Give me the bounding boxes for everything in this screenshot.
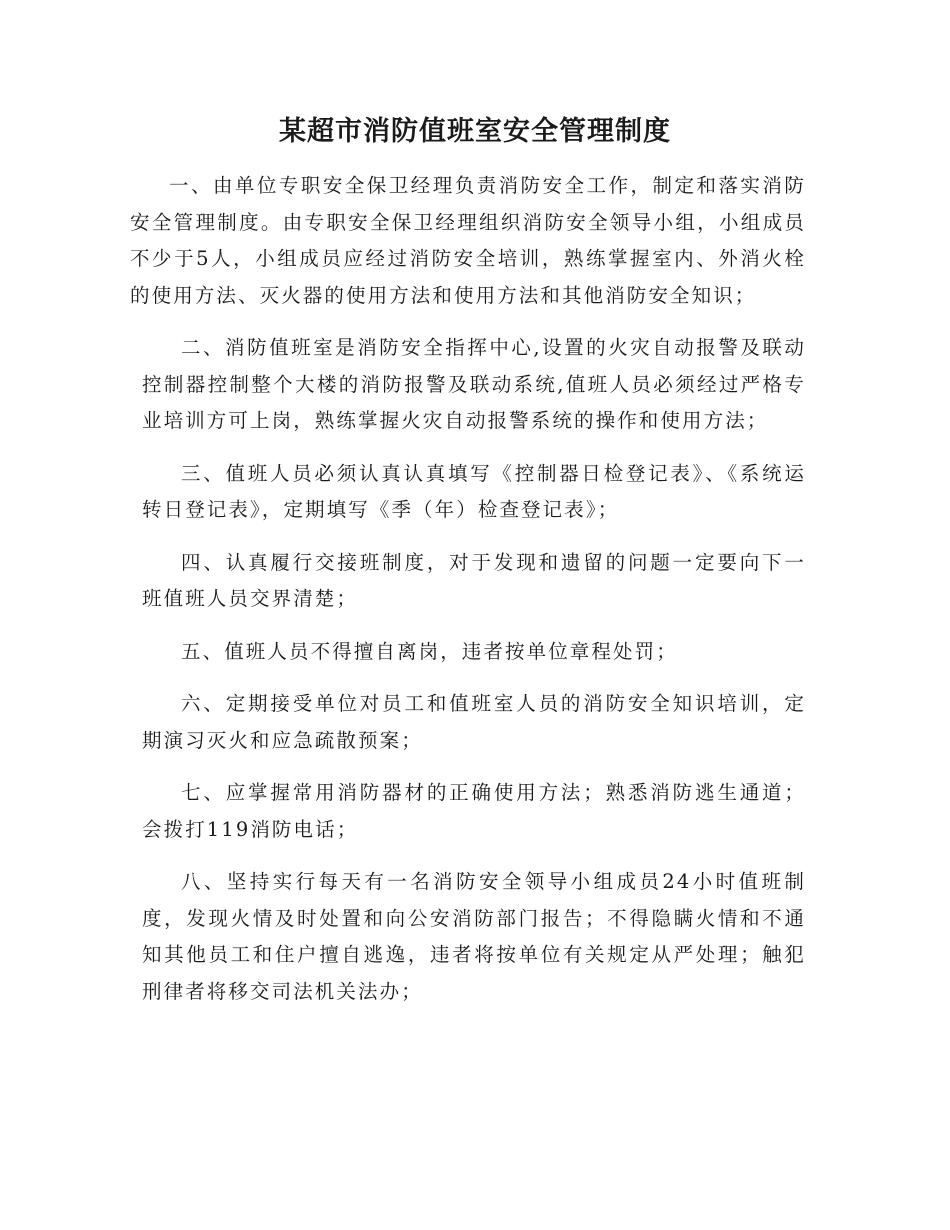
paragraph-6: 六、定期接受单位对员工和值班室人员的消防安全知识培训，定期演习灭火和应急疏散预案；	[142, 692, 806, 752]
paragraph-1: 一、由单位专职安全保卫经理负责消防安全工作，制定和落实消防安全管理制度。由专职安全保卫经理组织消防安全领导小组，小组成员不少于5人，小组成员应经过消防安全培训，熟练掌握室内、外消火栓的使用方法、灭火器的使用方法和使用方法和其他消防安全知识；	[130, 174, 806, 307]
document-body	[130, 168, 806, 1026]
paragraph-4: 四、认真履行交接班制度，对于发现和遗留的问题一定要向下一班值班人员交界清楚；	[142, 550, 806, 610]
paragraph-5: 五、值班人员不得擅自离岗，违者按单位章程处罚；	[181, 639, 678, 663]
paragraph-2: 二、消防值班室是消防安全指挥中心,设置的火灾自动报警及联动控制器控制整个大楼的消防报警及联动系统,值班人员必须经过严格专业培训方可上岗，熟练掌握火灾自动报警系统的操作和使用方法；	[142, 336, 806, 432]
paragraph-8: 八、坚持实行每天有一名消防安全领导小组成员24小时值班制度，发现火情及时处置和向公安消防部门报告；不得隐瞒火情和不通知其他员工和住户擅自逃逸，违者将按单位有关规定从严处理；触犯刑律者将移交司法机关法办；	[142, 870, 806, 1003]
paragraph-3: 三、值班人员必须认真认真填写《控制器日检登记表》、《系统运转日登记表》，定期填写《季（年）检查登记表》；	[142, 461, 806, 521]
paragraph-7: 七、应掌握常用消防器材的正确使用方法；熟悉消防逃生通道；会拨打119消防电话；	[142, 781, 806, 841]
document-title: 某超市消防值班室安全管理制度	[279, 116, 671, 147]
